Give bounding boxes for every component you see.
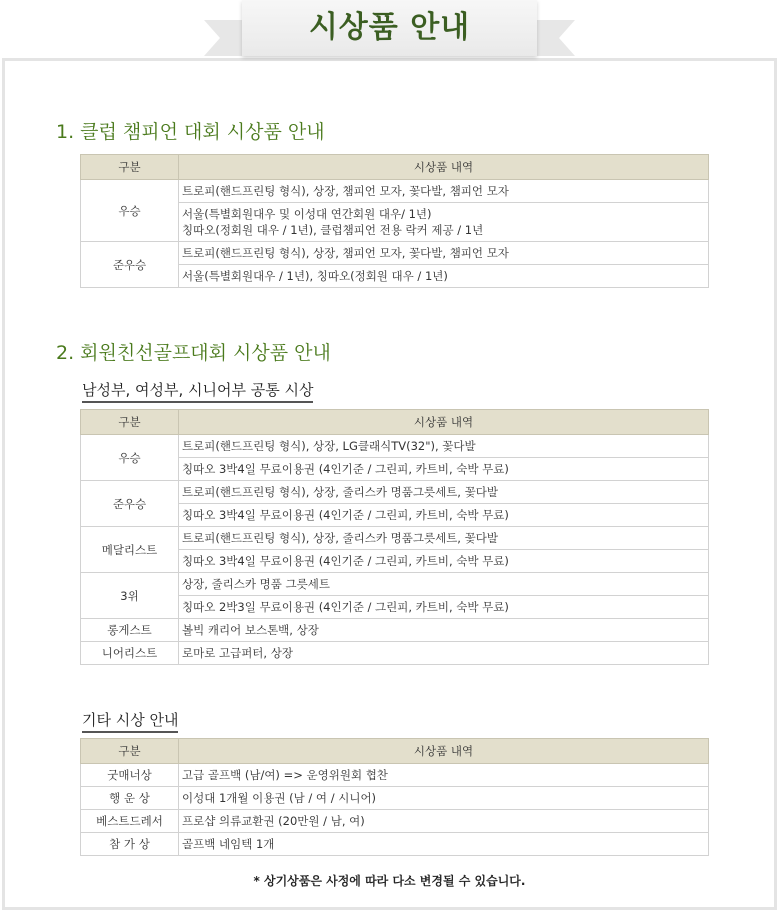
header-prize: 시상품 내역	[179, 739, 709, 764]
prize-cell: 이성대 1개월 이용권 (남 / 여 / 시니어)	[179, 787, 709, 810]
row-label-medalist: 메달리스트	[81, 527, 179, 573]
title-ribbon	[242, 0, 537, 56]
table-header-row	[81, 155, 709, 180]
friendship-tournament-prize-table	[80, 409, 709, 665]
table-row	[81, 180, 709, 203]
table-row	[81, 787, 709, 810]
row-label-runner-up: 준우승	[81, 242, 179, 288]
table-row	[81, 242, 709, 265]
ribbon-tail-right	[531, 20, 575, 56]
row-label-participation: 참 가 상	[81, 833, 179, 856]
row-label-good-manner: 굿매너상	[81, 764, 179, 787]
row-label-longest: 롱게스트	[81, 619, 179, 642]
prize-cell: 볼빅 캐리어 보스톤백, 상장	[179, 619, 709, 642]
prize-cell: 프로샵 의류교환권 (20만원 / 남, 여)	[179, 810, 709, 833]
table-row	[81, 435, 709, 458]
section2-title: 2. 회원친선골프대회 시상품 안내	[56, 342, 331, 364]
table-row	[81, 810, 709, 833]
row-label-nearest: 니어리스트	[81, 642, 179, 665]
row-label-winner: 우승	[81, 180, 179, 242]
header-category: 구분	[81, 739, 179, 764]
table-row	[81, 573, 709, 596]
prize-cell-multiline	[179, 203, 709, 242]
prize-cell: 칭따오 3박4일 무료이용권 (4인기준 / 그린피, 카트비, 숙박 무료)	[179, 458, 709, 481]
row-label-runner-up: 준우승	[81, 481, 179, 527]
table-header-row	[81, 410, 709, 435]
footnote: * 상기상품은 사정에 따라 다소 변경될 수 있습니다.	[253, 874, 526, 888]
prize-cell: 서울(특별회원대우 / 1년), 칭따오(정회원 대우 / 1년)	[179, 265, 709, 288]
header-prize: 시상품 내역	[179, 410, 709, 435]
prize-line: 서울(특별회원대우 및 이성대 연간회원 대우/ 1년)	[182, 207, 432, 221]
prize-cell: 골프백 네임텍 1개	[179, 833, 709, 856]
header-category: 구분	[81, 410, 179, 435]
prize-cell: 트로피(핸드프린팅 형식), 상장, 챔피언 모자, 꽃다발, 챔피언 모자	[179, 180, 709, 203]
prize-cell: 칭따오 2박3일 무료이용권 (4인기준 / 그린피, 카트비, 숙박 무료)	[179, 596, 709, 619]
prize-cell: 칭따오 3박4일 무료이용권 (4인기준 / 그린피, 카트비, 숙박 무료)	[179, 550, 709, 573]
prize-cell: 칭따오 3박4일 무료이용권 (4인기준 / 그린피, 카트비, 숙박 무료)	[179, 504, 709, 527]
prize-cell: 상장, 줄리스카 명품 그릇세트	[179, 573, 709, 596]
section1-title: 1. 클럽 챔피언 대회 시상품 안내	[56, 121, 325, 143]
prize-cell: 고급 골프백 (남/여) => 운영위원회 협찬	[179, 764, 709, 787]
other-awards-table	[80, 738, 709, 856]
table-row	[81, 764, 709, 787]
row-label-winner: 우승	[81, 435, 179, 481]
prize-cell: 트로피(핸드프린팅 형식), 상장, 줄리스카 명품그릇세트, 꽃다발	[179, 527, 709, 550]
header-category: 구분	[81, 155, 179, 180]
table-row	[81, 481, 709, 504]
table-row	[81, 527, 709, 550]
table-header-row	[81, 739, 709, 764]
table-row	[81, 833, 709, 856]
prize-cell: 트로피(핸드프린팅 형식), 상장, 줄리스카 명품그릇세트, 꽃다발	[179, 481, 709, 504]
table-row	[81, 619, 709, 642]
row-label-lucky: 행 운 상	[81, 787, 179, 810]
row-label-third: 3위	[81, 573, 179, 619]
row-label-best-dresser: 베스트드레서	[81, 810, 179, 833]
table-row	[81, 642, 709, 665]
prize-cell: 로마로 고급퍼터, 상장	[179, 642, 709, 665]
section2-subtitle: 남성부, 여성부, 시니어부 공통 시상	[82, 379, 313, 403]
club-champion-prize-table	[80, 154, 709, 288]
section3-subtitle: 기타 시상 안내	[82, 709, 178, 733]
prize-line: 칭따오(정회원 대우 / 1년), 클럽챔피언 전용 락커 제공 / 1년	[182, 223, 484, 237]
page-title: 시상품 안내	[308, 10, 471, 45]
header-prize: 시상품 내역	[179, 155, 709, 180]
prize-cell: 트로피(핸드프린팅 형식), 상장, LG클래식TV(32"), 꽃다발	[179, 435, 709, 458]
prize-cell: 트로피(핸드프린팅 형식), 상장, 챔피언 모자, 꽃다발, 챔피언 모자	[179, 242, 709, 265]
